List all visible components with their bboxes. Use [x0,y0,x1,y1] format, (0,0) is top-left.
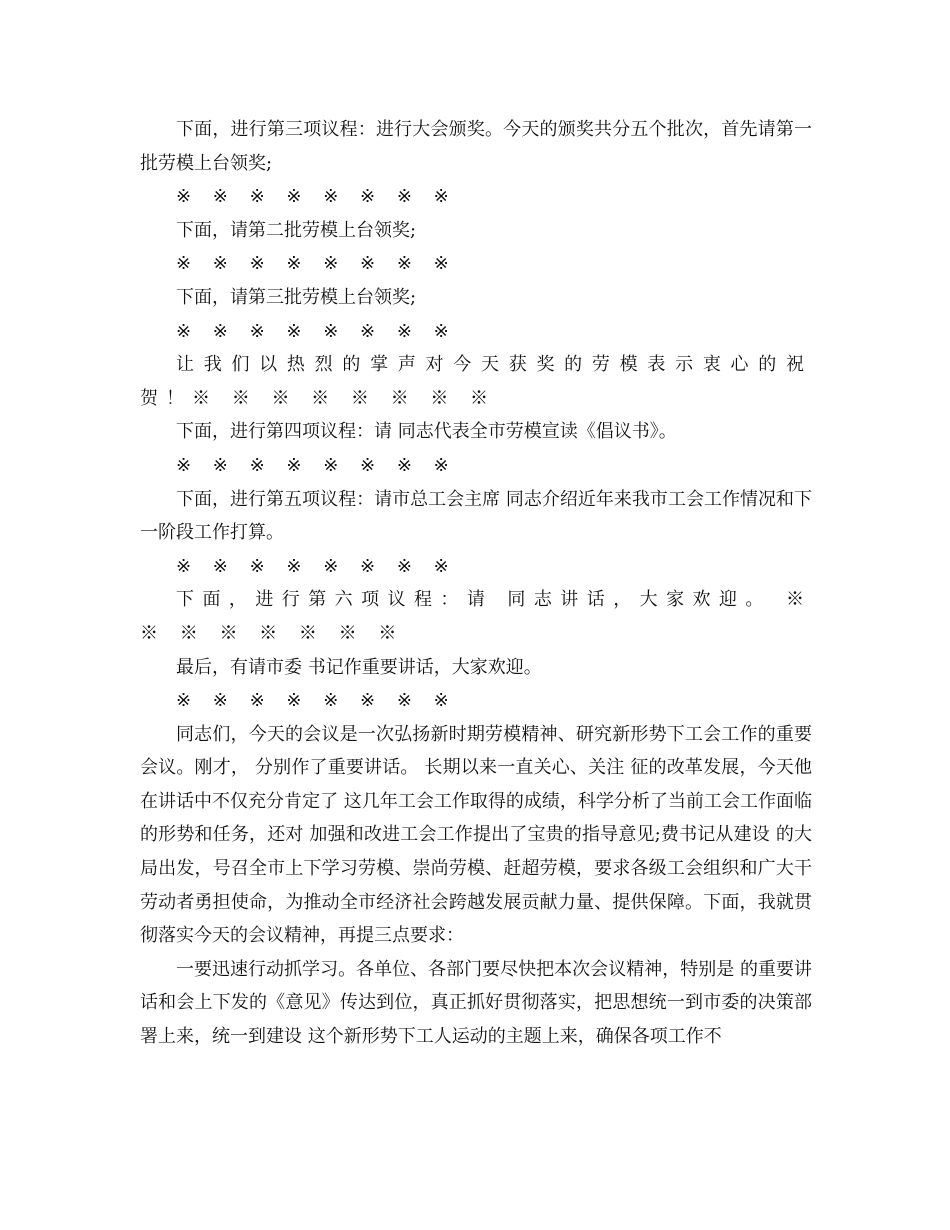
reference-marks: ※ ※ ※ ※ ※ ※ ※ ※ [176,555,457,577]
paragraph-applause: 让我们以热烈的掌声对今天获奖的劳模表示衷心的祝贺！※ ※ ※ ※ ※ ※ ※ ※ [140,354,812,409]
document-body [140,113,812,1054]
paragraph-agenda-three: 下面，进行第三项议程：进行大会颁奖。今天的颁奖共分五个批次，首先请第一批劳模上台领奖; [140,119,812,174]
paragraph-summary: 同志们，今天的会议是一次弘扬新时期劳模精神、研究新形势下工会工作的重要会议。刚才， 分别作了重要讲话。 长期以来一直关心、关注 征的改革发展，今天他在讲话中不仅充分肯定了 这几年工会工作取得的成绩，科学分析了当前工会工作面临的形势和任务，还对 加强和改进工会工作提出了宝贵的指导意见;费书记从建设 的大局出发，号召全市上下学习劳模、崇尚劳模、赶超劳模，要求各级工会组织和广大干劳动者勇担使命，为推动全市经济社会跨越发展贡献力量、提供保障。下面，我就贯彻落实今天的会议精神，再提三点要求： [140,723,812,947]
reference-marks: ※ ※ ※ ※ ※ ※ ※ ※ [176,186,457,208]
reference-marks: ※ ※ ※ ※ ※ ※ ※ ※ [176,690,457,712]
paragraph-final-speech: 最后，有请市委 书记作重要讲话，大家欢迎。 [176,656,542,678]
paragraph-third-batch: 下面，请第三批劳模上台领奖; [176,286,417,308]
reference-marks: ※ ※ ※ ※ ※ ※ ※ ※ [176,320,457,342]
paragraph-second-batch: 下面，请第二批劳模上台领奖; [176,219,417,241]
reference-marks: ※ ※ ※ ※ ※ ※ ※ ※ [176,253,457,275]
paragraph-agenda-five: 下面，进行第五项议程：请市总工会主席 同志介绍近年来我市工会工作情况和下一阶段工作打算。 [140,488,812,544]
paragraph-requirement-one: 一要迅速行动抓学习。各单位、各部门要尽快把本次会议精神，特别是 的重要讲话和会上下发的《意见》传达到位，真正抓好贯彻落实，把思想统一到市委的决策部署上来，统一到建设 这个新形势下工人运动的主题上来，确保各项工作不 [140,958,812,1048]
reference-marks: ※ ※ ※ ※ ※ ※ ※ ※ [176,454,457,476]
paragraph-agenda-six: 下面，进行第六项议程：请 同志讲话，大家欢迎。 ※ ※ ※ ※ ※ ※ ※ ※ [140,589,812,644]
paragraph-agenda-four: 下面，进行第四项议程：请 同志代表全市劳模宣读《倡议书》。 [176,421,677,443]
